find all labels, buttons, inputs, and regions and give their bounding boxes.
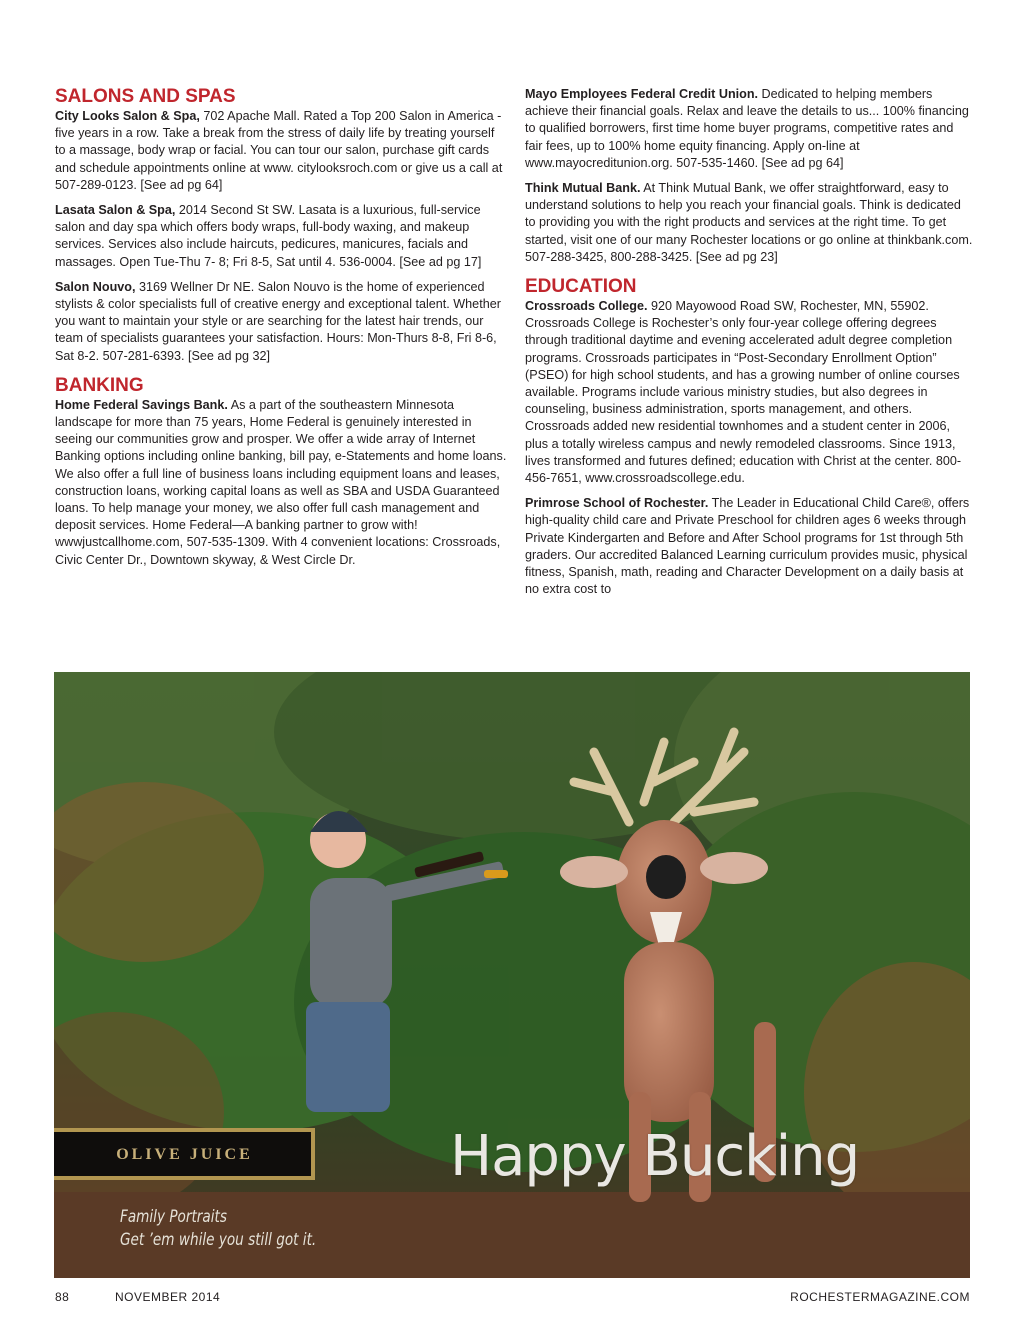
listing-name: Think Mutual Bank.: [525, 181, 641, 196]
issue-date: NOVEMBER 2014: [115, 1290, 221, 1304]
listing-text: 702 Apache Mall. Rated a Top 200 Salon in America - five years in a row. Take a break from the stress of daily life by treating yourself to a massage, body wrap or facial. You can tour our salon, purchase gift cards and schedule appointments online at www. citylooksroch.com or give us a call at 507-289-0123. [See ad pg 64]: [55, 109, 503, 192]
ad-tagline-line-2: Get ’em while you still got it.: [120, 1230, 317, 1250]
listing-text: 2014 Second St SW. Lasata is a luxurious, full-service salon and day spa which offers body wraps, full-body waxing, and makeup services. Services also include haircuts, pedicures, manicures, facials and massages. Open Tue-Thu 7- 8; Fri 8-5, Sat until 4. 536-0004. [See ad pg 17]: [55, 203, 482, 269]
listing-name: Lasata Salon & Spa,: [55, 203, 176, 218]
listing-text: 3169 Wellner Dr NE. Salon Nouvo is the home of experienced stylists & color specialists full of creative energy and exceptional talent. Whether you want to maintain your style or are searching for the latest hair trends, our team of specialists guarantees your satisfaction. Hours: Mon-Thurs 8-8, Fri 8-6, Sat 8-2. 507-281-6393. [See ad pg 32]: [55, 279, 501, 363]
listing-text: 920 Mayowood Road SW, Rochester, MN, 55902. Crossroads College is Rochester’s only four-year college offering degrees through traditional daytime and evening accelerated adult degree completion programs. Crossroads participates in “Post-Secondary Enrollment Option” (PSEO) for high school students, and has a growing number of online courses available. Programs include various ministry studies, but also degrees in counseling, business administration, sports management, and others. Crossroads added new residential townhomes and a student center in 2006, plus a totally wireless campus and newly remodeled classrooms. Since 1913, lives transformed and futures defined; education with Christ at the center. 800-456-7651, www.crossroadscollege.edu.: [525, 299, 962, 486]
listing-crossroads-college: [525, 298, 973, 487]
listing-text: The Leader in Educational Child Care®, offers high-quality child care and Private Preschool for children ages 6 weeks through Private Kindergarten and Before and After School programs for 1st through 5th graders. Our accredited Balanced Learning curriculum provides music, physical fitness, Spanish, math, reading and Character Development on a daily basis at no extra cost to: [525, 496, 970, 597]
advertisement-photo: [54, 672, 970, 1278]
listing-home-federal: [55, 397, 507, 569]
listing-name: Home Federal Savings Bank.: [55, 397, 228, 412]
ad-tagline-line-1: Family Portraits: [120, 1207, 227, 1227]
right-column: [525, 86, 973, 606]
listing-lasata: [55, 202, 507, 271]
listing-salon-nouvo: [55, 279, 507, 365]
listing-name: Primrose School of Rochester.: [525, 496, 709, 511]
listing-think-mutual: [525, 180, 973, 266]
listing-primrose: [525, 495, 973, 598]
section-heading-education: EDUCATION: [525, 276, 637, 298]
ad-headline: Happy Bucking: [450, 1124, 860, 1189]
section-heading-salons: SALONS AND SPAS: [55, 86, 236, 107]
olive-juice-logo: OLIVE JUICE: [116, 1146, 253, 1163]
page-number: 88: [55, 1290, 70, 1304]
listing-city-looks: [55, 108, 507, 194]
listing-name: Crossroads College.: [525, 299, 648, 314]
listing-name: Salon Nouvo,: [55, 279, 136, 294]
left-column: [55, 86, 507, 577]
listing-text: As a part of the southeastern Minnesota landscape for more than 75 years, Home Federal is genuinely interested in seeing our communities grow and prosper. We offer a wide array of Internet Banking options including online banking, bill pay, e-Statements and home loans. We also offer a full line of business loans including equipment loans and leases, construction loans, working capital loans as well as SBA and USDA Guaranteed loans. To help manage your money, we also offer full cash management and deposit services. Home Federal—A banking partner to grow with! wwwjustcallhome.com, 507-535-1309. With 4 convenient locations: Crossroads, Civic Center Dr., Downtown skyway, & West Circle Dr.: [55, 397, 507, 567]
listing-name: Mayo Employees Federal Credit Union.: [525, 87, 759, 101]
listing-text: At Think Mutual Bank, we offer straightforward, easy to understand solutions to help you reach your financial goals. Think is dedicated to providing you with the right products and services at the right time. To get started, visit one of our many Rochester locations or go online at thinkbank.com. 507-288-3425, 800-288-3425. [See ad pg 23]: [525, 181, 973, 264]
section-heading-banking: BANKING: [55, 374, 144, 396]
ad-tagline: [120, 1206, 316, 1252]
listing-text: Dedicated to helping members achieve their financial goals. Relax and leave the details to us... 100% financing to qualified borrowers, first time home buyer programs, competitive rates and fair fees, up to 100% home equity financing. Apply on-line at www.mayocreditunion.org. 507-535-1460. [See ad pg 64]: [525, 87, 969, 170]
listing-mayo-credit-union: [525, 86, 973, 172]
magazine-website: ROCHESTERMAGAZINE.COM: [790, 1290, 970, 1304]
listing-name: City Looks Salon & Spa,: [55, 109, 200, 123]
olive-juice-logo-band: [54, 1128, 315, 1180]
